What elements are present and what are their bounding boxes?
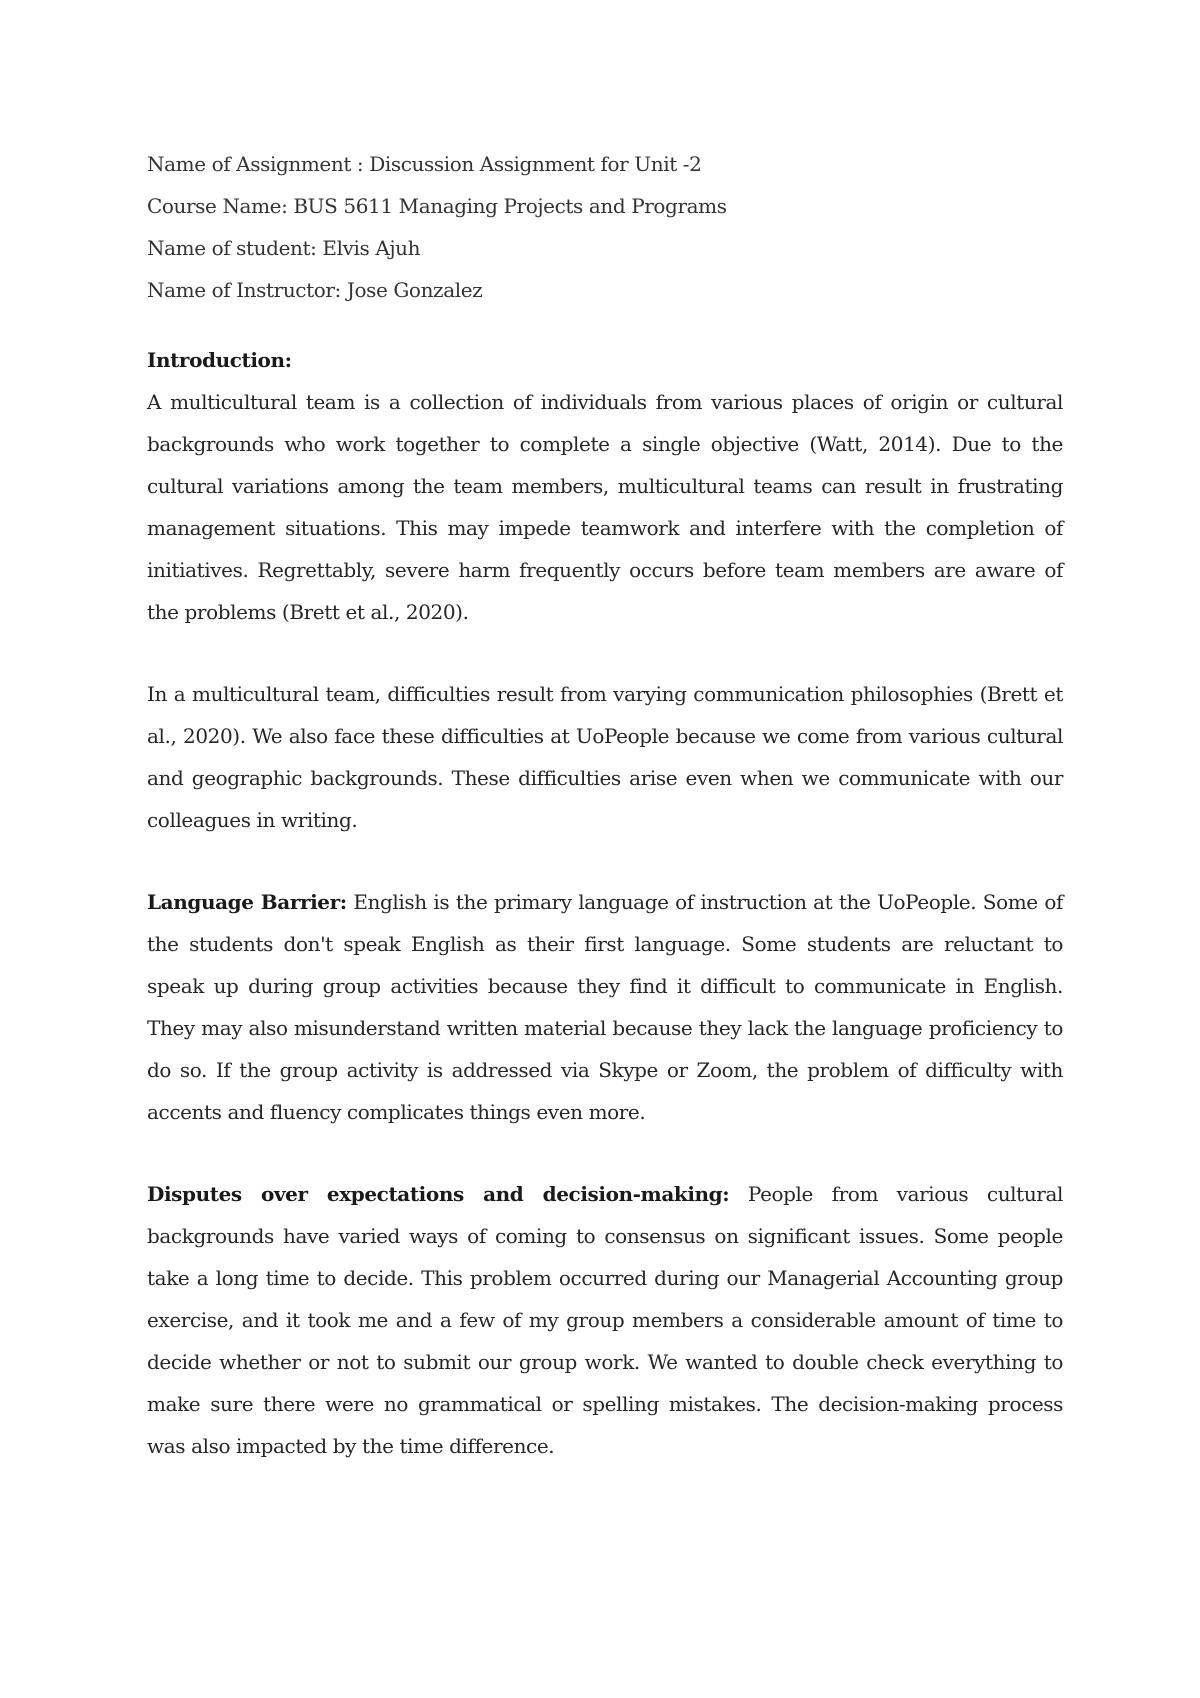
student-name: Name of student: Elvis Ajuh: [147, 236, 421, 260]
disputes-text: People from various cultural backgrounds have varied ways of coming to consensus on significant issues. Some people take a long time to decide. This problem occurred during our Managerial Accounting group exercise, and it took me and a few of my group members a considerable amount of time to decide whether or not to submit our group work. We wanted to double check everything to make sure there were no grammatical or spelling mistakes. The decision-making process was also impacted by the time difference.: [147, 1182, 1063, 1458]
disputes-heading: Disputes over expectations and decision-making:: [147, 1182, 730, 1206]
document-body: [147, 143, 1063, 1467]
assignment-header: [147, 143, 1063, 311]
introduction-paragraph-2: In a multicultural team, difficulties result from varying communication philosophies (Brett et al., 2020). We also face these difficulties at UoPeople because we come from various cultural and geographic backgrounds. These difficulties arise even when we communicate with our colleagues in writing.: [147, 682, 1063, 832]
introduction-heading: Introduction:: [147, 348, 292, 372]
introduction-paragraph-1: A multicultural team is a collection of individuals from various places of origin or cultural backgrounds who work together to complete a single objective (Watt, 2014). Due to the cultural variations among the team members, multicultural teams can result in frustrating management situations. This may impede teamwork and interfere with the completion of initiatives. Regrettably, severe harm frequently occurs before team members are aware of the problems (Brett et al., 2020).: [147, 390, 1063, 624]
language-barrier-paragraph: [147, 881, 1063, 1133]
disputes-paragraph: [147, 1173, 1063, 1467]
language-barrier-text: English is the primary language of instruction at the UoPeople. Some of the students don't speak English as their first language. Some students are reluctant to speak up during group activities because they find it difficult to communicate in English. They may also misunderstand written material because they lack the language proficiency to do so. If the group activity is addressed via Skype or Zoom, the problem of difficulty with accents and fluency complicates things even more.: [147, 890, 1063, 1124]
assignment-name: Name of Assignment : Discussion Assignment for Unit -2: [147, 152, 702, 176]
language-barrier-heading: Language Barrier:: [147, 890, 347, 914]
paragraph-spacer: [147, 841, 1063, 881]
instructor-name: Name of Instructor: Jose Gonzalez: [147, 278, 483, 302]
paragraph-spacer: [147, 1133, 1063, 1173]
paragraph-spacer: [147, 633, 1063, 673]
course-name: Course Name: BUS 5611 Managing Projects and Programs: [147, 194, 727, 218]
